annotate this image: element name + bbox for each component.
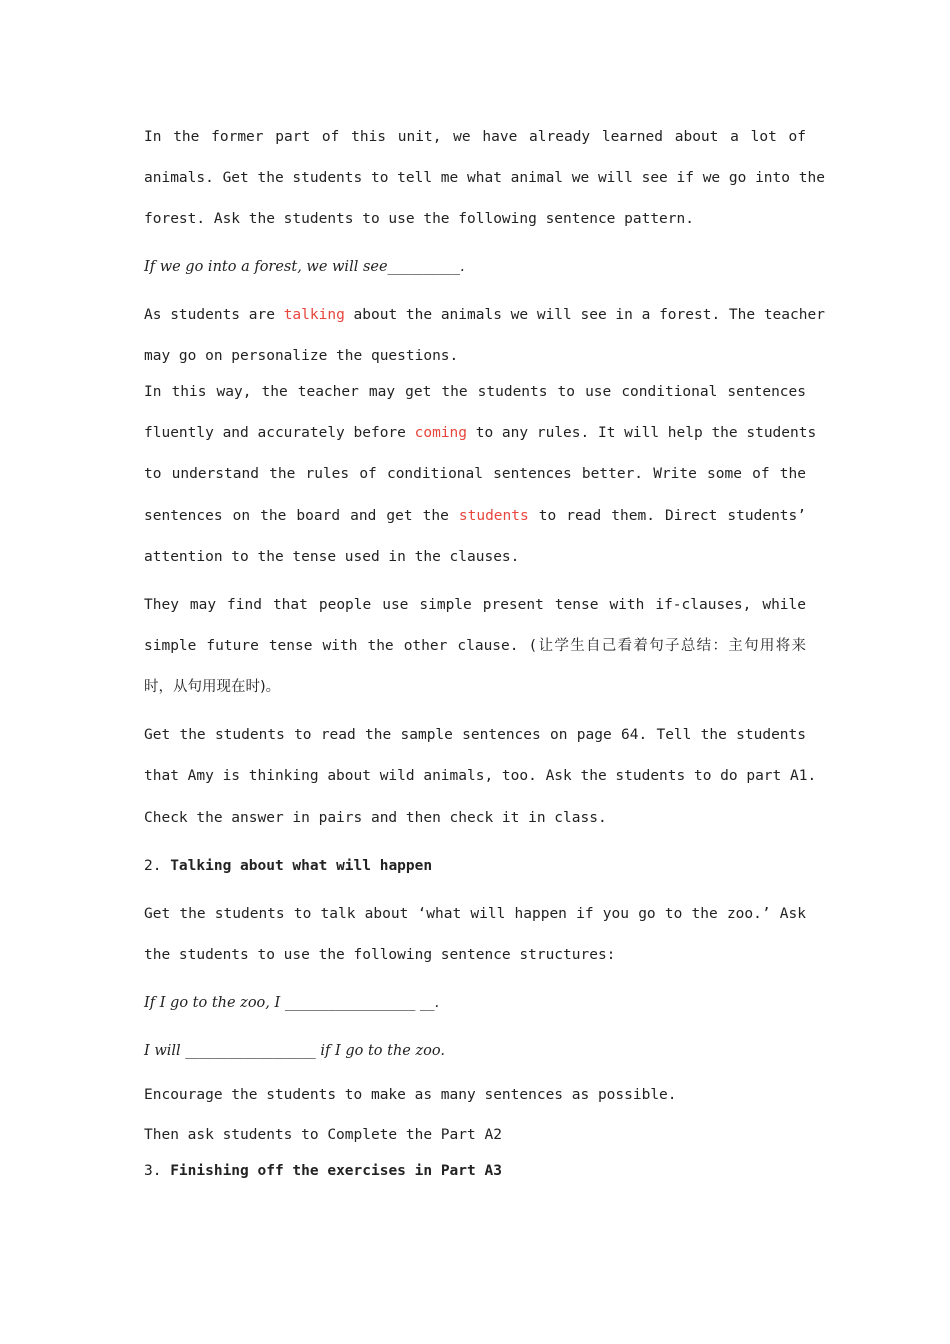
paragraph-line: Get the students to read the sample sentences on page 64. Tell the students — [144, 727, 806, 743]
paragraph-line: Then ask students to Complete the Part A2 — [144, 1127, 502, 1143]
sentence-pattern: I will __________________ if I go to the zoo. — [144, 1043, 445, 1059]
paragraph-line: may go on personalize the questions. — [144, 348, 459, 364]
paragraph-line: In the former part of this unit, we have already learned about a lot of — [144, 129, 806, 145]
paragraph-line: Encourage the students to make as many sentences as possible. — [144, 1087, 677, 1103]
highlighted-word: coming — [414, 425, 468, 441]
paragraph-line: animals. Get the students to tell me what animal we will see if we go into the — [144, 170, 825, 186]
sentence-pattern: If we go into a forest, we will see__________. — [144, 259, 465, 275]
paragraph-line: the students to use the following sentence structures: — [144, 947, 616, 963]
paragraph-line: that Amy is thinking about wild animals, too. Ask the students to do part A1. — [144, 768, 817, 784]
paragraph-line: to understand the rules of conditional sentences better. Write some of the — [144, 466, 806, 482]
paragraph-line: forest. Ask the students to use the following sentence pattern. — [144, 211, 694, 227]
paragraph-line: Check the answer in pairs and then check it in class. — [144, 810, 607, 826]
paragraph-line: attention to the tense used in the clauses. — [144, 549, 520, 565]
paragraph-line: In this way, the teacher may get the students to use conditional sentences — [144, 384, 806, 400]
section-heading: 3. Finishing off the exercises in Part A3 — [144, 1163, 502, 1179]
sentence-pattern: If I go to the zoo, I __________________ __. — [144, 995, 440, 1011]
paragraph-line: fluently and accurately before coming to any rules. It will help the students — [144, 425, 817, 441]
paragraph-line: They may find that people use simple present tense with if-clauses, while — [144, 597, 806, 613]
paragraph-line: simple future tense with the other clause. (让学生自己看着句子总结：主句用将来 — [144, 638, 806, 654]
paragraph-line: 时，从句用现在时)。 — [144, 679, 281, 695]
highlighted-word: talking — [283, 307, 345, 323]
paragraph-line: Get the students to talk about ‘what will happen if you go to the zoo.’ Ask — [144, 906, 806, 922]
paragraph-line: As students are talking about the animals we will see in a forest. The teacher — [144, 307, 825, 323]
highlighted-word: students — [458, 508, 529, 524]
paragraph-line: sentences on the board and get the students to read them. Direct students’ — [144, 508, 807, 524]
section-heading: 2. Talking about what will happen — [144, 858, 433, 874]
